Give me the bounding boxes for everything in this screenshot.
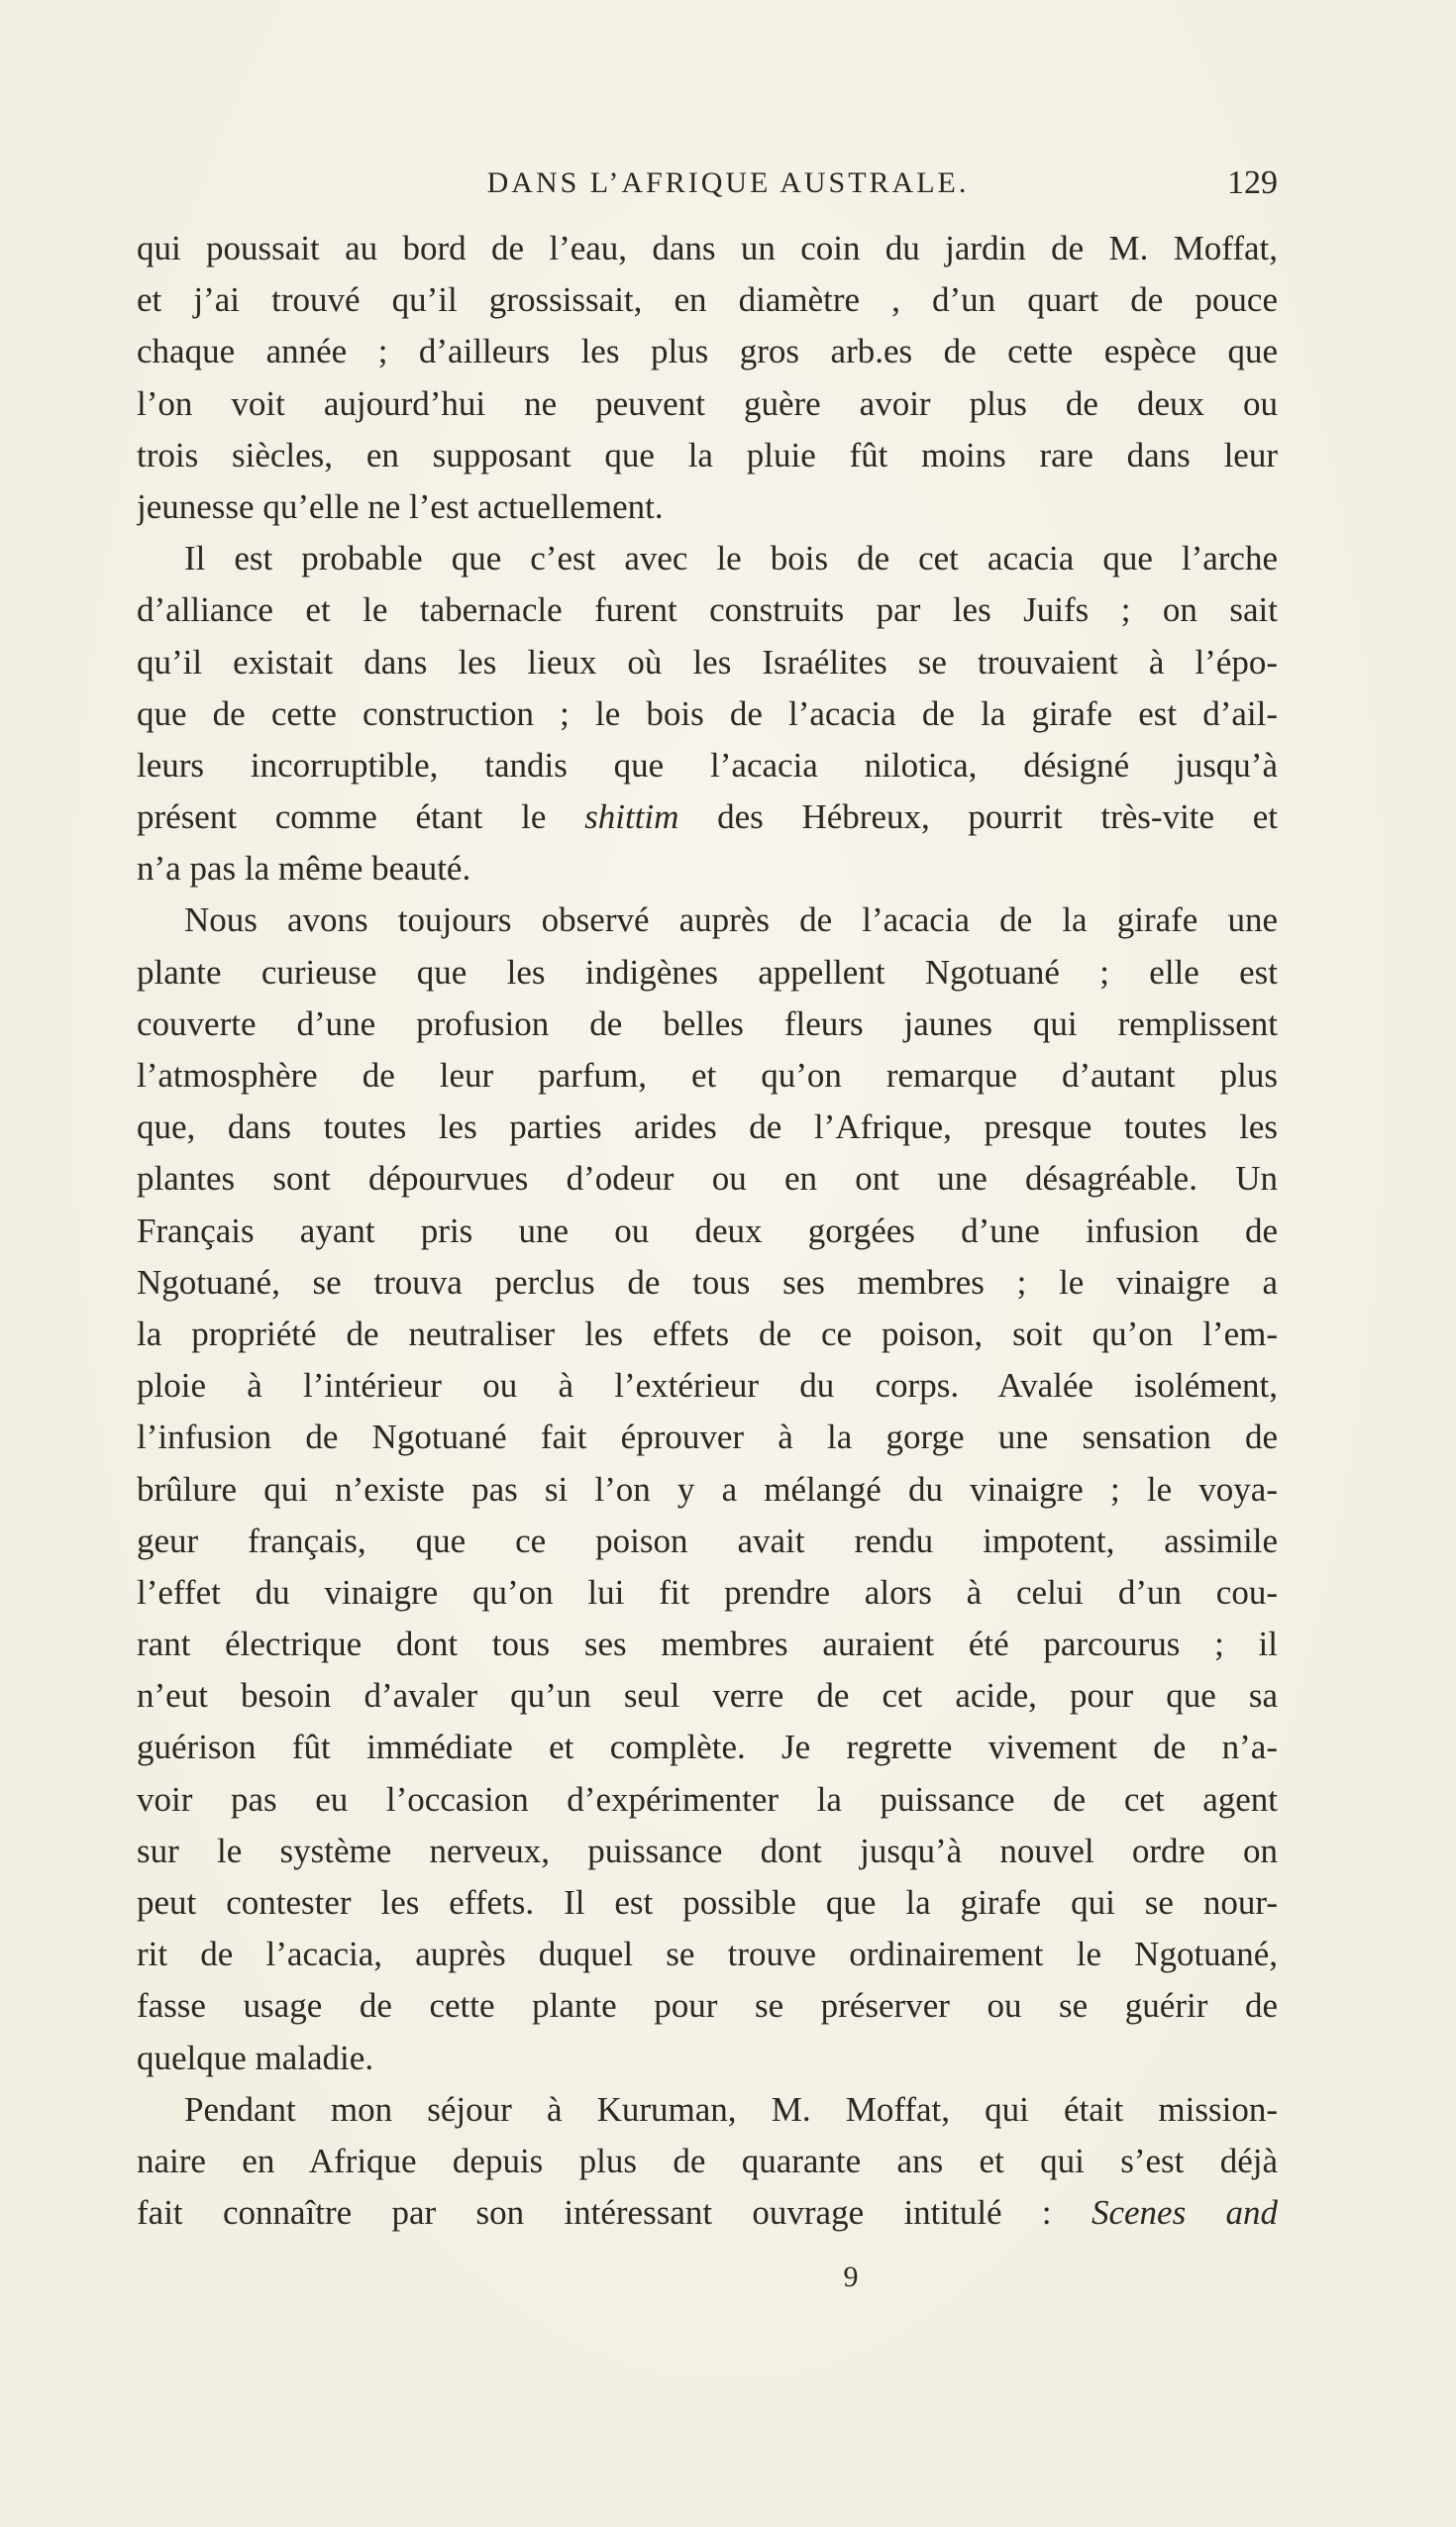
- text-line: l’on voit aujourd’hui ne peuvent guère avoir plus de deux ou: [137, 383, 1278, 423]
- page-number: 129: [1227, 164, 1278, 201]
- text-line: chaque année ; d’ailleurs les plus gros arb.es de cette espèce que: [137, 332, 1278, 371]
- text-line-with-italic: [137, 2187, 1278, 2239]
- paragraph-start: Pendant mon séjour à Kuruman, M. Moffat, qui était mission-: [184, 2089, 1278, 2129]
- text-line: fasse usage de cette plante pour se préserver ou se guérir de: [137, 1986, 1278, 2026]
- text-line: n’eut besoin d’avaler qu’un seul verre de cet acide, pour que sa: [137, 1676, 1278, 1716]
- text-line: brûlure qui n’existe pas si l’on y a mélangé du vinaigre ; le voya-: [137, 1469, 1278, 1509]
- text-line: que de cette construction ; le bois de l’acacia de la girafe est d’ail-: [137, 693, 1278, 733]
- text-line: Français ayant pris une ou deux gorgées d’une infusion de: [137, 1211, 1278, 1250]
- text-line: la propriété de neutraliser les effets de ce poison, soit qu’on l’em-: [137, 1314, 1278, 1353]
- text-line: geur français, que ce poison avait rendu impotent, assimile: [137, 1521, 1278, 1560]
- text-line: Ngotuané, se trouva perclus de tous ses membres ; le vinaigre a: [137, 1262, 1278, 1302]
- text-line: peut contester les effets. Il est possible que la girafe qui se nour-: [137, 1883, 1278, 1922]
- text-segment: présent comme étant le: [137, 797, 547, 837]
- text-line-with-italic: [137, 791, 1278, 843]
- text-line: l’effet du vinaigre qu’on lui fit prendre alors à celui d’un cou-: [137, 1572, 1278, 1612]
- italic-title-scenes-and: Scenes and: [1091, 2193, 1278, 2233]
- text-line: l’infusion de Ngotuané fait éprouver à la gorge une sensation de: [137, 1418, 1278, 1457]
- running-head: [139, 158, 1278, 208]
- text-line: rit de l’acacia, auprès duquel se trouve ordinairement le Ngotuané,: [137, 1935, 1278, 1974]
- paragraph-start: Il est probable que c’est avec le bois de cet acacia que l’arche: [184, 539, 1278, 579]
- text-line: voir pas eu l’occasion d’expérimenter la puissance de cet agent: [137, 1779, 1278, 1819]
- text-line: ploie à l’intérieur ou à l’extérieur du corps. Avalée isolément,: [137, 1366, 1278, 1406]
- text-line: leurs incorruptible, tandis que l’acacia nilotica, désigné jusqu’à: [137, 745, 1278, 785]
- text-line: et j’ai trouvé qu’il grossissait, en diamètre , d’un quart de pouce: [137, 280, 1278, 320]
- running-title: DANS L’AFRIQUE AUSTRALE.: [486, 166, 970, 199]
- text-line: couverte d’une profusion de belles fleurs jaunes qui remplissent: [137, 1003, 1278, 1043]
- paragraph-start: Nous avons toujours observé auprès de l’acacia de la girafe une: [184, 900, 1278, 940]
- text-line: guérison fût immédiate et complète. Je regrette vivement de n’a-: [137, 1728, 1278, 1767]
- text-line: qui poussait au bord de l’eau, dans un coin du jardin de M. Moffat,: [137, 229, 1278, 267]
- text-line: plantes sont dépourvues d’odeur ou en ont une désagréable. Un: [137, 1159, 1278, 1199]
- text-line: trois siècles, en supposant que la pluie fût moins rare dans leur: [137, 435, 1278, 474]
- body-text: [137, 223, 1278, 2239]
- text-line: naire en Afrique depuis plus de quarante ans et qui s’est déjà: [137, 2141, 1278, 2180]
- text-line: sur le système nerveux, puissance dont jusqu’à nouvel ordre on: [137, 1831, 1278, 1870]
- text-line: l’atmosphère de leur parfum, et qu’on remarque d’autant plus: [137, 1056, 1278, 1095]
- text-line: quelque maladie.: [137, 2038, 374, 2077]
- text-segment: des Hébreux, pourrit très-vite et: [717, 797, 1278, 837]
- text-line: plante curieuse que les indigènes appellent Ngotuané ; elle est: [137, 952, 1278, 992]
- text-segment: fait connaître par son intéressant ouvrage intitulé :: [137, 2193, 1052, 2233]
- text-line: n’a pas la même beauté.: [137, 849, 471, 889]
- text-line: d’alliance et le tabernacle furent construits par les Juifs ; on sait: [137, 590, 1278, 630]
- text-line: rant électrique dont tous ses membres auraient été parcourus ; il: [137, 1625, 1278, 1664]
- text-line: qu’il existait dans les lieux où les Israélites se trouvaient à l’épo-: [137, 642, 1278, 682]
- text-line: que, dans toutes les parties arides de l’Afrique, presque toutes les: [137, 1107, 1278, 1147]
- text-line: jeunesse qu’elle ne l’est actuellement.: [137, 486, 664, 526]
- signature-mark: [0, 2261, 1456, 2294]
- signature-number: 9: [843, 2261, 859, 2293]
- italic-term-shittim: shittim: [584, 797, 679, 837]
